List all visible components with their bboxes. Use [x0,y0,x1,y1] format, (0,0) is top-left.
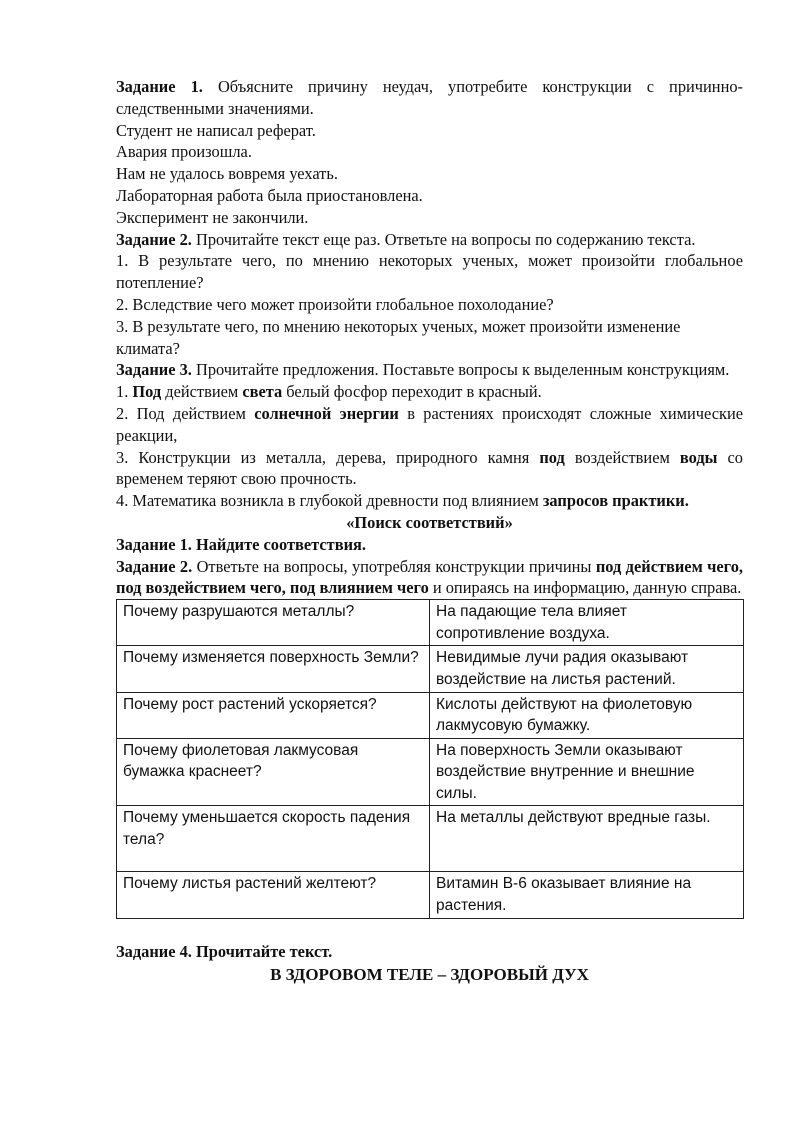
question-cell: Почему листья растений желтеют? [117,872,430,918]
matching-task2-text-1: Ответьте на вопросы, употребляя конструкции причины [192,556,596,576]
item1-text-2: белый фосфор переходит в красный. [282,382,542,402]
item1-text-1: действием [161,382,243,402]
table-row [117,692,744,738]
sentence-4: Лабораторная работа была приостановлена. [116,185,423,205]
item2-bold-1: солнечной энергии [254,403,399,423]
task3-item-4 [116,490,743,512]
table-row [117,872,744,918]
document-content [116,76,743,986]
task4-text: Задание 4. Прочитайте текст. [116,941,333,961]
answer-cell: Витамин В-6 оказывает влияние на растения. [430,872,744,918]
item1-number: 1. [116,382,133,402]
answer-cell: Кислоты действуют на фиолетовую лакмусовую бумажку. [430,692,744,738]
item2-text-2: в растениях происходят сложные химические реакции, [116,403,744,445]
item1-bold-2: света [242,382,283,402]
task2-text: Прочитайте текст еще раз. Ответьте на вопросы по содержанию текста. [191,229,696,249]
table-row [117,738,744,806]
sentence-2: Авария произошла. [116,142,252,162]
question-cell: Почему изменяется поверхность Земли? [117,646,430,692]
task3-paragraph [116,359,743,381]
answer-cell: На металлы действуют вредные газы. [430,806,744,872]
matching-task1 [116,534,743,556]
item1-bold-1: Под [132,382,162,402]
item3-bold-2: воды [679,447,718,467]
task1-text: Объясните причину неудач, употребите конструкции с причинно-следственными значениями. [116,77,743,118]
text-title: В ЗДОРОВОМ ТЕЛЕ – ЗДОРОВЫЙ ДУХ [270,965,589,985]
task3-item-3 [116,447,743,491]
sentence-3: Нам не удалось вовремя уехать. [116,164,338,184]
item3-text-2: воздействием [564,447,680,467]
answer-cell: На падающие тела влияет сопротивление воздуха. [430,600,744,646]
matching-task2-bold: под действием чего, под воздействием чего, под влиянием чего [116,556,743,598]
section-heading [116,512,743,534]
task3-item-1 [116,381,743,403]
sentence-1: Студент не написал реферат. [116,120,316,140]
table-row [117,806,744,872]
matching-task1-text: Задание 1. Найдите соответствия. [116,534,366,554]
item4-text-1: 4. Математика возникла в глубокой древности под влиянием [116,491,543,511]
task2-label: Задание 2. [116,229,192,249]
task1-label: Задание 1. [116,77,203,96]
question-cell: Почему уменьшается скорость падения тела? [117,806,430,872]
item2-text-1: 2. Под действием [116,403,255,423]
item4-bold-1: запросов практики. [542,491,689,511]
task3-item-2 [116,403,743,447]
item3-text-3: со временем теряют свою прочность. [116,447,743,489]
task2-paragraph [116,229,743,251]
question-3: 3. В результате чего, по мнению некоторых ученых, может произойти изменение климата? [116,316,681,358]
item3-text-1: 3. Конструкции из металла, дерева, природного камня [116,447,540,467]
matching-task2 [116,556,743,600]
item3-bold-1: под [539,447,565,467]
matching-table [116,599,744,919]
matching-task2-label: Задание 2. [116,556,193,576]
answer-cell: На поверхность Земли оказывают воздействие внутренние и внешние силы. [430,738,744,806]
section-heading-text: «Поиск соответствий» [346,512,513,532]
question-2: 2. Вследствие чего может произойти глобальное похолодание? [116,294,554,314]
matching-task2-text-2: и опираясь на информацию, данную справа. [428,578,742,598]
question-cell: Почему разрушаются металлы? [117,600,430,646]
question-cell: Почему фиолетовая лакмусовая бумажка краснеет? [117,738,430,806]
question-cell: Почему рост растений ускоряется? [117,692,430,738]
table-row [117,600,744,646]
task1-paragraph [116,76,743,120]
task3-text: Прочитайте предложения. Поставьте вопросы к выделенным конструкциям. [191,360,730,380]
task3-label: Задание 3. [116,360,192,380]
answer-cell: Невидимые лучи радия оказывают воздействие на листья растений. [430,646,744,692]
sentence-5: Эксперимент не закончили. [116,207,309,227]
table-row [117,646,744,692]
task4-paragraph [116,941,743,963]
question-1: 1. В результате чего, по мнению некоторых ученых, может произойти глобальное потепление? [116,251,743,293]
